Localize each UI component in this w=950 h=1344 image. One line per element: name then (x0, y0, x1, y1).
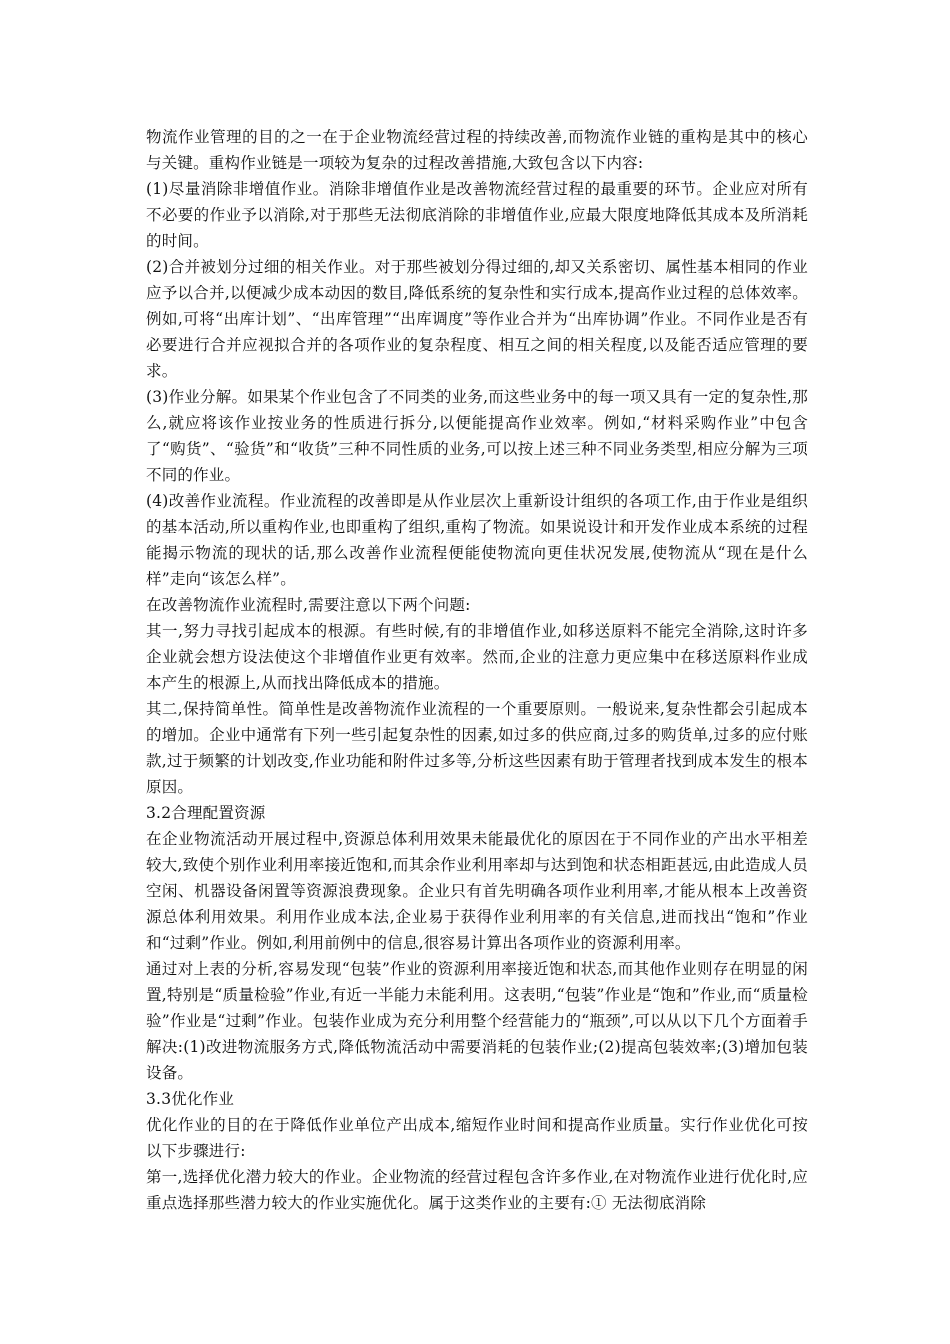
item-2-paragraph: (2)合并被划分过细的相关作业。对于那些被划分得过细的,却又关系密切、属性基本相同的作业应予以合并,以便减少成本动因的数目,降低系统的复杂性和实行成本,提高作业过程的总体效率。例如,可将“出库计划”、“出库管理”“出库调度”等作业合并为“出库协调”作业。不同作业是否有必要进行合并应视拟合并的各项作业的复杂程度、相互之间的相关程度,以及能否适应管理的要求。 (146, 258, 808, 380)
issues-intro-paragraph: 在改善物流作业流程时,需要注意以下两个问题: (146, 596, 471, 614)
item-1-paragraph: (1)尽量消除非增值作业。消除非增值作业是改善物流经营过程的最重要的环节。企业应对所有不必要的作业予以消除,对于那些无法彻底消除的非增值作业,应最大限度地降低其成本及所消耗的时间。 (146, 180, 808, 250)
issue-2-paragraph: 其二,保持简单性。简单性是改善物流作业流程的一个重要原则。一般说来,复杂性都会引起成本的增加。企业中通常有下列一些引起复杂性的因素,如过多的供应商,过多的购货单,过多的应付账款,过于频繁的计划改变,作业功能和附件过多等,分析这些因素有助于管理者找到成本发生的根本原因。 (146, 700, 808, 796)
document-body (146, 124, 808, 1216)
section-3-2-heading: 3.2合理配置资源 (146, 804, 266, 822)
issue-1-paragraph: 其一,努力寻找引起成本的根源。有些时候,有的非增值作业,如移送原料不能完全消除,这时许多企业就会想方设法使这个非增值作业更有效率。然而,企业的注意力更应集中在移送原料作业成本产生的根源上,从而找出降低成本的措施。 (146, 622, 808, 692)
section-3-2-paragraph-1: 在企业物流活动开展过程中,资源总体利用效果未能最优化的原因在于不同作业的产出水平相差较大,致使个别作业利用率接近饱和,而其余作业利用率却与达到饱和状态相距甚远,由此造成人员空闲、机器设备闲置等资源浪费现象。企业只有首先明确各项作业利用率,才能从根本上改善资源总体利用效果。利用作业成本法,企业易于获得作业利用率的有关信息,进而找出“饱和”作业和“过剩”作业。例如,利用前例中的信息,很容易计算出各项作业的资源利用率。 (146, 830, 808, 952)
item-4-paragraph: (4)改善作业流程。作业流程的改善即是从作业层次上重新设计组织的各项工作,由于作业是组织的基本活动,所以重构作业,也即重构了组织,重构了物流。如果说设计和开发作业成本系统的过程能揭示物流的现状的话,那么改善作业流程便能使物流向更佳状况发展,使物流从“现在是什么样”走向“该怎么样”。 (146, 492, 808, 588)
section-3-3-heading: 3.3优化作业 (146, 1090, 235, 1108)
section-3-3-paragraph-2: 第一,选择优化潜力较大的作业。企业物流的经营过程包含许多作业,在对物流作业进行优化时,应重点选择那些潜力较大的作业实施优化。属于这类作业的主要有:① 无法彻底消除 (146, 1168, 808, 1212)
section-3-2-paragraph-2: 通过对上表的分析,容易发现“包装”作业的资源利用率接近饱和状态,而其他作业则存在明显的闲置,特别是“质量检验”作业,有近一半能力未能利用。这表明,“包装”作业是“饱和”作业,而“质量检验”作业是“过剩”作业。包装作业成为充分利用整个经营能力的“瓶颈”,可以从以下几个方面着手解决:(1)改进物流服务方式,降低物流活动中需要消耗的包装作业;(2)提高包装效率;(3)增加包装设备。 (146, 960, 808, 1082)
item-3-paragraph: (3)作业分解。如果某个作业包含了不同类的业务,而这些业务中的每一项又具有一定的复杂性,那么,就应将该作业按业务的性质进行拆分,以便能提高作业效率。例如,“材料采购作业”中包含了“购货”、“验货”和“收货”三种不同性质的业务,可以按上述三种不同业务类型,相应分解为三项不同的作业。 (146, 388, 808, 484)
intro-paragraph: 物流作业管理的目的之一在于企业物流经营过程的持续改善,而物流作业链的重构是其中的核心与关键。重构作业链是一项较为复杂的过程改善措施,大致包含以下内容: (146, 128, 808, 172)
section-3-3-paragraph-1: 优化作业的目的在于降低作业单位产出成本,缩短作业时间和提高作业质量。实行作业优化可按以下步骤进行: (146, 1116, 808, 1160)
